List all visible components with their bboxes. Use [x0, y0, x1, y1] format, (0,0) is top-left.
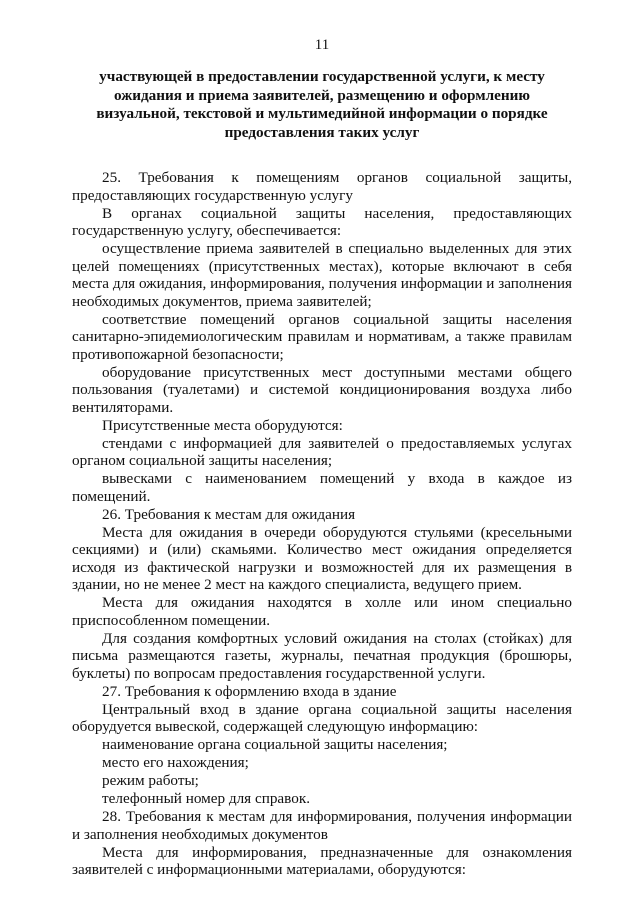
paragraph-28-title: 28. Требования к местам для информирования, получения информации и заполнения необходимых документов — [72, 808, 572, 843]
paragraph: Места для ожидания в очереди оборудуются стульями (кресельными секциями) и (или) скамьями. Количество мест ожидания определяется исходя из фактической нагрузки и возможностей для их размещения в здании, но не менее 2 мест на каждого специалиста, ведущего прием. — [72, 523, 572, 593]
paragraph: оборудование присутственных мест доступными местами общего пользования (туалетами) и системой кондиционирования воздуха либо вентиляторами. — [72, 363, 572, 416]
paragraph: осуществление приема заявителей в специально выделенных для этих целей помещениях (присутственных местах), которые включают в себя места для ожидания, информирования, получения информации и заполнения необходимых документов, приема заявителей; — [72, 240, 572, 310]
paragraph: режим работы; — [102, 772, 199, 789]
paragraph-27-title: 27. Требования к оформлению входа в здание — [102, 682, 397, 700]
document-page — [72, 36, 572, 879]
paragraph: соответствие помещений органов социальной защиты населения санитарно-эпидемиологическим правилам и нормативам, а также правилам противопожарной безопасности; — [72, 310, 572, 363]
paragraph: Места для ожидания находятся в холле или ином специально приспособленном помещении. — [72, 594, 572, 629]
paragraph: телефонный номер для справок. — [102, 790, 311, 807]
paragraph: В органах социальной защиты населения, предоставляющих государственную услугу, обеспечивается: — [72, 204, 572, 239]
paragraph-26-title: 26. Требования к местам для ожидания — [102, 505, 356, 523]
paragraph: Присутственные места оборудуются: — [102, 416, 343, 434]
section-heading: участвующей в предоставлении государственной услуги, к месту ожидания и приема заявителей, размещению и оформлению визуальной, текстовой и мультимедийной информации о порядке предоставления таких услуг — [96, 68, 548, 141]
paragraph-25-title: 25. Требования к помещениям органов социальной защиты, предоставляющих государственную услугу — [72, 169, 572, 204]
paragraph: Для создания комфортных условий ожидания на столах (стойках) для письма размещаются газеты, журналы, печатная продукция (брошюры, буклеты) по вопросам предоставления государственной услуги. — [72, 629, 572, 682]
page-number: 11 — [314, 37, 330, 53]
paragraph: Центральный вход в здание органа социальной защиты населения оборудуется вывеской, содержащей следующую информацию: — [72, 700, 572, 735]
body-text — [72, 169, 572, 879]
paragraph: Места для информирования, предназначенные для ознакомления заявителей с информационными материалами, оборудуются: — [72, 843, 572, 878]
paragraph: стендами с информацией для заявителей о предоставляемых услугах органом социальной защиты населения; — [72, 434, 572, 469]
paragraph: вывесками с наименованием помещений у входа в каждое из помещений. — [72, 470, 572, 505]
paragraph: наименование органа социальной защиты населения; — [102, 736, 448, 753]
paragraph: место его нахождения; — [102, 754, 249, 771]
